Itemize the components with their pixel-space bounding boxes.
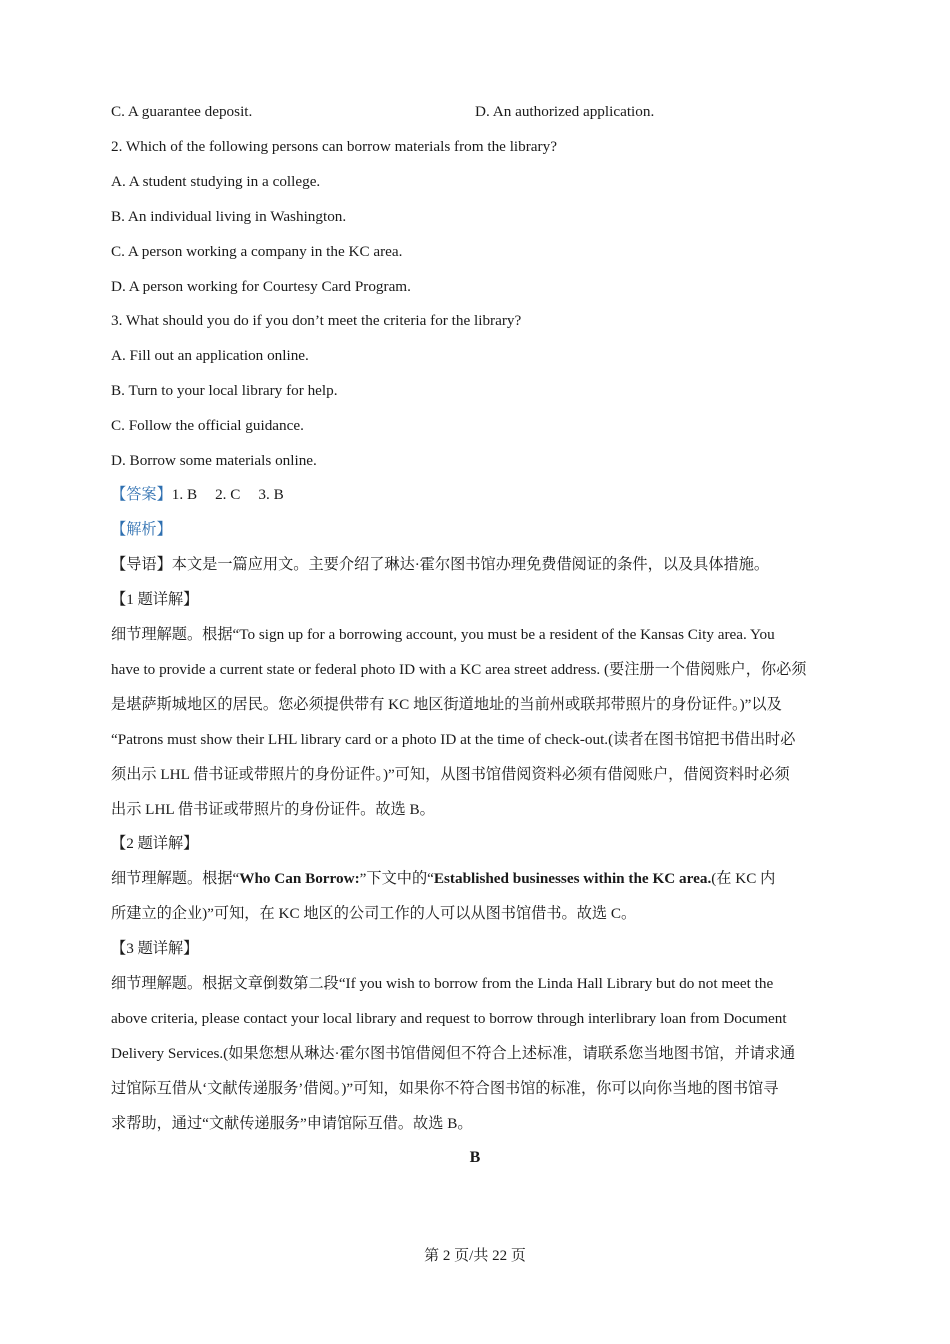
- detail-3-line: 过馆际互借从‘文献传递服务’借阅。)”可知，如果你不符合图书馆的标准，你可以向你当地的图书馆寻: [111, 1080, 779, 1097]
- detail-1-line: 细节理解题。根据“To sign up for a borrowing account, you must be a resident of the Kansas City area. You: [111, 626, 775, 643]
- q2-option-b: B. An individual living in Washington.: [111, 208, 347, 225]
- analysis-tag: 【解析】: [111, 521, 172, 538]
- answer-item-1: 1. B: [171, 486, 198, 503]
- detail-1-line: 出示 LHL 借书证或带照片的身份证件。故选 B。: [111, 801, 435, 818]
- q3-option-d: D. Borrow some materials online.: [111, 452, 317, 469]
- detail-1-title: 【1 题详解】: [111, 591, 199, 608]
- q2-option-c: C. A person working a company in the KC area.: [111, 243, 403, 260]
- intro-row: [111, 555, 769, 575]
- q2-stem: 2. Which of the following persons can borrow materials from the library?: [111, 138, 557, 155]
- detail-3-line: 求帮助，通过“文献传递服务”申请馆际互借。故选 B。: [111, 1115, 473, 1132]
- intro-text: 本文是一篇应用文。主要介绍了琳达·霍尔图书馆办理免费借阅证的条件，以及具体措施。: [171, 556, 770, 573]
- detail-3-title: 【3 题详解】: [111, 940, 199, 957]
- q1-option-d: D. An authorized application.: [475, 103, 655, 120]
- detail-2-text: 细节理解题。根据“: [111, 870, 240, 887]
- detail-1-line: “Patrons must show their LHL library card or a photo ID at the time of check-out.(读者在图书馆把书借出时必: [111, 731, 796, 748]
- q3-option-a: A. Fill out an application online.: [111, 347, 309, 364]
- section-b-heading: B: [469, 1149, 481, 1166]
- q3-stem: 3. What should you do if you don’t meet the criteria for the library?: [111, 312, 522, 329]
- q2-option-d: D. A person working for Courtesy Card Program.: [111, 278, 411, 295]
- detail-3-line: above criteria, please contact your local library and request to borrow through interlibrary loan from Document: [111, 1010, 787, 1027]
- q3-option-b: B. Turn to your local library for help.: [111, 382, 338, 399]
- q3-option-c: C. Follow the official guidance.: [111, 417, 304, 434]
- detail-1-line: 是堪萨斯城地区的居民。您必须提供带有 KC 地区街道地址的当前州或联邦带照片的身份证件。)”以及: [111, 696, 782, 713]
- detail-2-title: 【2 题详解】: [111, 835, 199, 852]
- detail-3-line: 细节理解题。根据文章倒数第二段“If you wish to borrow from the Linda Hall Library but do not meet the: [111, 975, 774, 992]
- intro-tag: 【导语】: [111, 556, 172, 573]
- answer-item-2: 2. C: [215, 486, 241, 503]
- detail-2-text: (在 KC 内: [711, 870, 776, 887]
- page-footer: 第 2 页/共 22 页: [424, 1248, 526, 1264]
- q1-option-c: C. A guarantee deposit.: [111, 103, 253, 120]
- q1-option-row: [111, 102, 252, 122]
- detail-2-text: ”下文中的“: [359, 870, 434, 887]
- detail-3-line: Delivery Services.(如果您想从琳达·霍尔图书馆借阅但不符合上述标准，请联系您当地图书馆，并请求通: [111, 1045, 796, 1062]
- answer-tag: 【答案】: [111, 486, 172, 503]
- detail-2-quote: Established businesses within the KC area.: [433, 870, 712, 887]
- q2-option-a: A. A student studying in a college.: [111, 173, 321, 190]
- answer-row: [111, 485, 284, 505]
- detail-1-line: 须出示 LHL 借书证或带照片的身份证件。)”可知，从图书馆借阅资料必须有借阅账户，借阅资料时必须: [111, 766, 790, 783]
- detail-2-line-1: [111, 869, 775, 889]
- answer-item-3: 3. B: [258, 486, 284, 503]
- detail-2-line-2: 所建立的企业)”可知，在 KC 地区的公司工作的人可以从图书馆借书。故选 C。: [111, 905, 637, 922]
- detail-1-line: have to provide a current state or federal photo ID with a KC area street address. (要注册一个借阅账户，你必须: [111, 661, 807, 678]
- detail-2-quote-heading: Who Can Borrow:: [239, 870, 360, 887]
